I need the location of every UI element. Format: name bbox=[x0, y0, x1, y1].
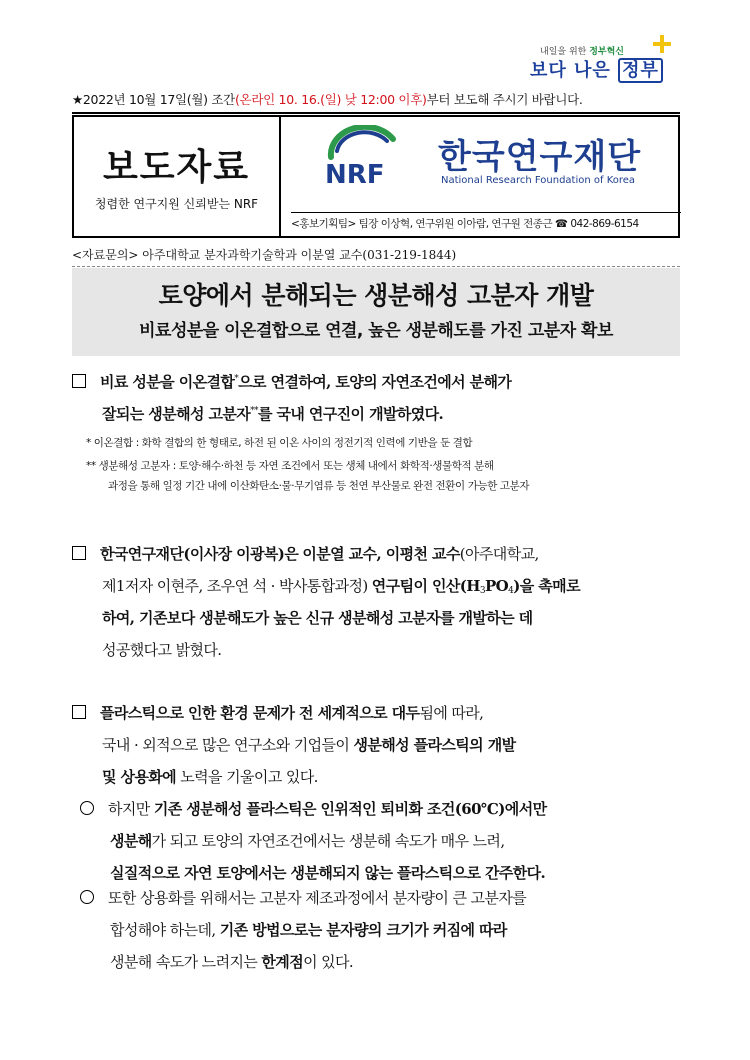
p2-line-3 bbox=[72, 602, 684, 634]
footnotes bbox=[86, 433, 686, 496]
p3-line-1 bbox=[72, 697, 684, 729]
nrf-logo-icon bbox=[323, 125, 405, 195]
title-box bbox=[72, 268, 680, 356]
p2-l2-e: )을 촉매로 bbox=[513, 577, 580, 595]
square-bullet-icon bbox=[72, 705, 86, 719]
p2-l3: 하여, 기존보다 생분해도가 높은 신규 생분해성 고분자를 개발하는 데 bbox=[102, 609, 533, 627]
footnote-1: * 이온결합 : 화학 결합의 한 형태로, 하전 된 이온 사이의 정전기적 인력에 기반을 둔 결합 bbox=[86, 437, 473, 449]
p5-line-1 bbox=[80, 882, 692, 914]
p2-l4: 성공했다고 밝혔다. bbox=[102, 641, 222, 659]
gov-brand-slogan bbox=[530, 56, 663, 82]
gov-tagline-prefix: 내일을 위한 bbox=[540, 47, 587, 57]
p4-l2-a: 생분해 bbox=[110, 832, 152, 850]
gov-slogan-a: 보다 나은 bbox=[530, 60, 611, 81]
p2-l1-c: (아주대학교, bbox=[459, 545, 539, 563]
circle-bullet-icon bbox=[80, 801, 94, 815]
circle-bullet-icon bbox=[80, 890, 94, 904]
p5-l3-c: 이 있다. bbox=[303, 953, 354, 971]
paragraph-4 bbox=[80, 793, 692, 889]
header-right-cell bbox=[283, 117, 678, 236]
paragraph-3 bbox=[72, 697, 684, 793]
p4-l1-b: 기존 생분해성 플라스틱은 인위적인 퇴비화 조건(60℃)에서만 bbox=[153, 800, 547, 818]
paragraph-5 bbox=[80, 882, 692, 978]
p1-l2-sup: ** bbox=[250, 406, 258, 416]
p5-l2-b: 기존 방법으로는 분자량의 크기가 커짐에 따라 bbox=[219, 921, 507, 939]
p2-line-2 bbox=[72, 570, 684, 602]
p1-l1-b: 으로 연결하여, 토양의 자연조건에서 분해가 bbox=[238, 373, 512, 391]
p3-l1-a: 플라스틱으로 인한 환경 문제가 전 세계적으로 대두 bbox=[100, 704, 420, 722]
square-bullet-icon bbox=[72, 374, 86, 388]
p5-l1: 또한 상용화를 위해서는 고분자 제조과정에서 분자량이 큰 고분자를 bbox=[108, 889, 527, 907]
embargo-suffix: 부터 보도해 주시기 바랍니다. bbox=[426, 92, 583, 107]
p4-l2-b: 가 되고 토양의 자연조건에서는 생분해 속도가 매우 느려, bbox=[151, 832, 505, 850]
embargo-prefix: ★2022년 10월 17일(월) 조간 bbox=[72, 92, 235, 107]
embargo-notice bbox=[72, 90, 680, 114]
main-title: 토양에서 분해되는 생분해성 고분자 개발 bbox=[158, 281, 594, 310]
p5-line-3 bbox=[80, 946, 692, 978]
p2-l1-b: 이분열 교수, 이평천 교수 bbox=[302, 545, 460, 563]
p3-l2-b: 생분해성 플라스틱의 개발 bbox=[353, 736, 516, 754]
footnote-2b: 과정을 통해 일정 기간 내에 이산화탄소·물·무기염류 등 천연 부산물로 완전 전환이 가능한 고분자 bbox=[108, 480, 530, 492]
sub-title: 비료성분을 이온결합으로 연결, 높은 생분해도를 가진 고분자 확보 bbox=[139, 321, 613, 341]
p1-line-1 bbox=[72, 366, 684, 398]
p4-line-2 bbox=[80, 825, 692, 857]
header-box bbox=[72, 115, 680, 238]
p5-l2-a: 합성해야 하는데, bbox=[110, 921, 216, 939]
p3-l3-a: 및 상용화에 bbox=[102, 768, 177, 786]
p2-l2-sub1: 3 bbox=[479, 586, 485, 596]
p4-line-1 bbox=[80, 793, 692, 825]
nrf-motto: 청렴한 연구지원 신뢰받는 NRF bbox=[94, 197, 259, 211]
p2-line-1 bbox=[72, 538, 684, 570]
paragraph-2 bbox=[72, 538, 684, 666]
p1-l1-a: 비료 성분을 이온결합 bbox=[100, 373, 235, 391]
nrf-logo-text: NRF bbox=[325, 160, 385, 190]
square-bullet-icon bbox=[72, 546, 86, 560]
gov-slogan-b: 정부 bbox=[618, 58, 663, 83]
p5-l3-b: 한계점 bbox=[261, 953, 304, 971]
p3-l2-a: 국내 · 외적으로 많은 연구소와 기업들이 bbox=[102, 736, 350, 754]
p4-l3: 실질적으로 자연 토양에서는 생분해되지 않는 플라스틱으로 간주한다. bbox=[110, 864, 546, 882]
p2-l2-d: PO bbox=[484, 577, 509, 595]
paragraph-1 bbox=[72, 366, 684, 430]
p3-l1-b: 됨에 따라, bbox=[419, 704, 484, 722]
p2-l2-a: 제1저자 이현주, 조우연 석 · 박사통합과정) bbox=[102, 577, 368, 595]
p3-line-2 bbox=[72, 729, 684, 761]
p5-l3-a: 생분해 속도가 느려지는 bbox=[110, 953, 258, 971]
header-left-cell bbox=[74, 117, 281, 236]
p2-line-4 bbox=[72, 634, 684, 666]
p2-l2-sub2: 4 bbox=[508, 586, 514, 596]
p1-line-2 bbox=[72, 398, 684, 430]
p5-line-2 bbox=[80, 914, 692, 946]
org-name-en: National Research Foundation of Korea bbox=[441, 175, 636, 186]
p1-l1-sup: * bbox=[234, 374, 239, 384]
p1-l2-a: 잘되는 생분해성 고분자 bbox=[102, 405, 251, 423]
p3-l3-b: 노력을 기울이고 있다. bbox=[180, 768, 318, 786]
plus-icon bbox=[652, 34, 672, 54]
p2-l2-b: 연구팀이 인산 bbox=[371, 577, 460, 595]
p3-line-3 bbox=[72, 761, 684, 793]
p2-l2-c: (H bbox=[459, 577, 480, 595]
gov-tagline-highlight: 정부혁신 bbox=[589, 47, 624, 57]
p2-l1-a: 한국연구재단(이사장 이광복)은 bbox=[100, 545, 299, 563]
p1-l2-b: 를 국내 연구진이 개발하였다. bbox=[257, 405, 444, 423]
p4-l1-a: 하지만 bbox=[108, 800, 150, 818]
inquiry-line: <자료문의> 아주대학교 분자과학기술학과 이분열 교수(031-219-1844) bbox=[72, 246, 680, 267]
contact-line: <홍보기획팀> 팀장 이상혁, 연구위원 이아람, 연구원 전종근 ☎ 042-869-6154 bbox=[291, 212, 681, 231]
embargo-online: (온라인 10. 16.(일) 낮 12:00 이후) bbox=[234, 92, 427, 107]
press-release-title: 보도자료 bbox=[102, 147, 251, 188]
footnote-2a: ** 생분해성 고분자 : 토양·해수·하천 등 자연 조건에서 또는 생체 내에서 화학적·생물학적 분해 bbox=[86, 460, 494, 472]
org-name-ko: 한국연구재단 bbox=[438, 137, 642, 177]
